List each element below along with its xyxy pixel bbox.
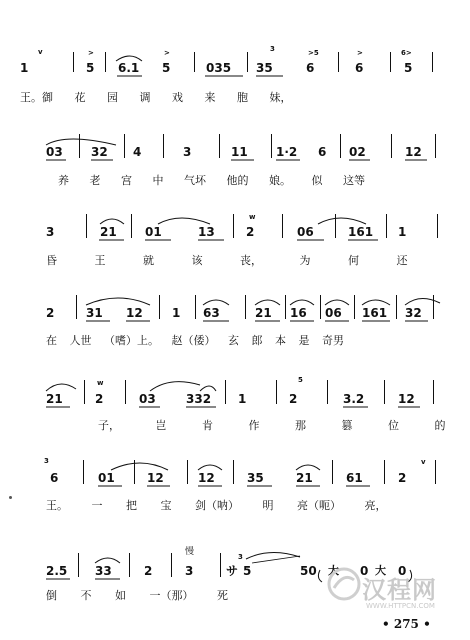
lyric-line: 养 老 宫 中 气坏 他的 娘。 似 这等: [58, 174, 365, 187]
accent-mark: 6>: [401, 49, 412, 57]
note: 3: [46, 225, 55, 239]
lyric-line: 在 人世 （嗜）上。 赵（倭） 玄 郎 本 是 奇男: [46, 334, 344, 347]
note: 21: [46, 392, 63, 406]
note: 1: [398, 225, 407, 239]
watermark-url: WWW.HTTPCN.COM: [366, 602, 435, 610]
note: 1: [20, 61, 29, 75]
note: 5: [404, 61, 413, 75]
lyric-line: 倒 不 如 一（那） 死: [46, 589, 228, 602]
note: 01: [145, 225, 162, 239]
note: 2: [95, 392, 104, 406]
note: 161: [348, 225, 374, 239]
free-meter-mark: サ: [226, 564, 239, 578]
grace-note: 5: [298, 376, 303, 384]
grace-note: 3: [270, 45, 275, 53]
note: 12: [405, 145, 422, 159]
note: 33: [95, 564, 112, 578]
note: 1·2: [276, 145, 298, 159]
grace-note: 3: [44, 457, 49, 465]
note: 332: [186, 392, 212, 406]
accent-mark: >: [164, 49, 170, 57]
note: 0: [360, 564, 369, 578]
note: 3: [185, 564, 194, 578]
note: 161: [362, 306, 388, 320]
note: 1: [238, 392, 247, 406]
note: 63: [203, 306, 220, 320]
percussion-syllable: 大: [375, 564, 386, 577]
note: 035: [206, 61, 232, 75]
note: 03: [139, 392, 156, 406]
note: 6: [318, 145, 327, 159]
note: 5: [86, 61, 95, 75]
note: 3.2: [343, 392, 365, 406]
note: 35: [256, 61, 273, 75]
breath-mark: v: [421, 458, 426, 466]
note: 0: [398, 564, 407, 578]
note: 2: [398, 471, 407, 485]
note: 3: [183, 145, 192, 159]
note: 03: [46, 145, 63, 159]
accent-mark: >: [88, 49, 94, 57]
note: 2: [46, 306, 55, 320]
lyric-line: 王。 一 把 宝 剑（呐） 明 亮（呃） 亮，: [46, 499, 387, 512]
note: 61: [346, 471, 363, 485]
note: 21: [255, 306, 272, 320]
note: 21: [296, 471, 313, 485]
note: 6: [50, 471, 59, 485]
note: 5: [162, 61, 171, 75]
watermark-site-name: 汉程网: [362, 576, 437, 604]
accent-mark: >: [357, 49, 363, 57]
note: 31: [86, 306, 103, 320]
note: 16: [290, 306, 307, 320]
lyric-line: 昏 王 就 该 丧， 为 何 还: [46, 254, 408, 267]
note: 12: [198, 471, 215, 485]
note: 02: [349, 145, 366, 159]
note: 6: [355, 61, 364, 75]
note: 2: [289, 392, 298, 406]
tempo-mark: 慢: [185, 547, 195, 557]
watermark-logo-icon: [326, 566, 362, 602]
note: 11: [231, 145, 248, 159]
note: 4: [133, 145, 142, 159]
trill-mark: w: [97, 379, 104, 387]
note: 2.5: [46, 564, 68, 578]
breath-mark: v: [38, 48, 43, 56]
note: 06: [297, 225, 314, 239]
note: 1: [172, 306, 181, 320]
grace-note: 3: [238, 553, 243, 561]
note: 21: [100, 225, 117, 239]
note: 32: [405, 306, 422, 320]
note: 06: [325, 306, 342, 320]
trill-mark: w: [249, 213, 256, 221]
lyric-line: 王。御 花 园 调 戏 来 胞 妹，: [20, 91, 292, 104]
note: 5: [243, 564, 252, 578]
page-number: • 275 •: [382, 617, 431, 631]
note: 12: [398, 392, 415, 406]
accent-mark: >5: [308, 49, 319, 57]
percussion-syllable: 大: [328, 564, 339, 577]
note: 6: [306, 61, 315, 75]
note: 12: [126, 306, 143, 320]
note: 32: [91, 145, 108, 159]
note: 35: [247, 471, 264, 485]
lyric-line: 子， 岂 肯 作 那 篡 位 的: [98, 419, 446, 432]
note: 2: [246, 225, 255, 239]
note: 12: [147, 471, 164, 485]
note: 2: [144, 564, 153, 578]
note: 50: [300, 564, 317, 578]
note: 6.1: [118, 61, 140, 75]
note: 13: [198, 225, 215, 239]
note: 01: [98, 471, 115, 485]
